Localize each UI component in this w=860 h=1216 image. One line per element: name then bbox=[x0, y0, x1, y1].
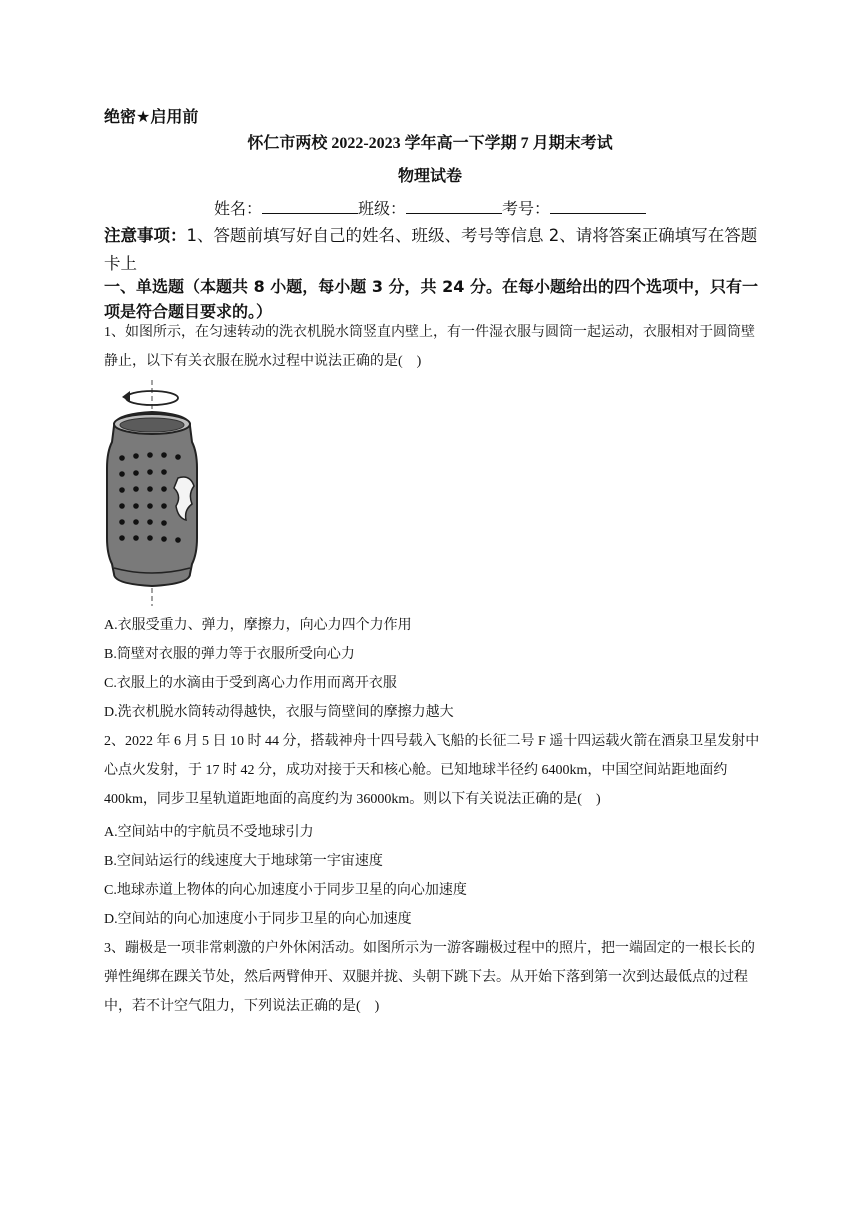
question-2-option-c: C.地球赤道上物体的向心加速度小于同步卫星的向心加速度 bbox=[104, 883, 467, 898]
question-1-option-a: A.衣服受重力、弹力，摩擦力，向心力四个力作用 bbox=[104, 618, 412, 633]
question-2-stem: 2、2022 年 6 月 5 日 10 时 44 分，搭载神舟十四号载入飞船的长征二号 F 遥十四运载火箭在酒泉卫星发射中心点火发射，于 17 时 42 分，成功对接于天和核心舱。已知地球半径约 6400km，中国空间站距地面约 400km，同步卫星轨道距地面的高度约为 36000km。则以下有关说法正确的是( ) bbox=[104, 734, 760, 807]
notice-text: 1、答题前填写好自己的姓名、班级、考号等信息 2、请将答案正确填写在答题卡上 bbox=[104, 226, 758, 273]
exam-title: 怀仁市两校 2022-2023 学年高一下学期 7 月期末考试 bbox=[247, 135, 613, 152]
question-3-stem: 3、蹦极是一项非常刺激的户外休闲活动。如图所示为一游客蹦极过程中的照片，把一端固定的一根长长的弹性绳绑在踝关节处，然后两臂伸开、双腿并拢、头朝下跳下去。从开始下落到第一次到达最低点的过程中，若不计空气阻力，下列说法正确的是( ) bbox=[104, 941, 755, 1014]
student-info-line bbox=[0, 196, 860, 219]
exam-no-label: 考号： bbox=[502, 199, 551, 218]
washing-drum-illustration bbox=[100, 378, 220, 608]
name-blank[interactable] bbox=[262, 199, 358, 214]
question-1-stem: 1、如图所示，在匀速转动的洗衣机脱水筒竖直内壁上，有一件湿衣服与圆筒一起运动，衣服相对于圆筒壁静止，以下有关衣服在脱水过程中说法正确的是( ) bbox=[104, 325, 755, 369]
name-label: 姓名： bbox=[213, 199, 262, 218]
question-2-option-a: A.空间站中的宇航员不受地球引力 bbox=[104, 825, 314, 840]
question-1-option-d: D.洗衣机脱水筒转动得越快，衣服与筒壁间的摩擦力越大 bbox=[104, 705, 454, 720]
notice bbox=[104, 222, 764, 278]
exam-no-blank[interactable] bbox=[550, 199, 646, 214]
spin-drum-figure bbox=[100, 378, 220, 608]
secret-mark: 绝密★启用前 bbox=[104, 107, 199, 126]
question-2-option-d: D.空间站的向心加速度小于同步卫星的向心加速度 bbox=[104, 912, 412, 927]
question-1-option-c: C.衣服上的水滴由于受到离心力作用而离开衣服 bbox=[104, 676, 397, 691]
class-label: 班级： bbox=[357, 199, 406, 218]
question-1-option-b: B.筒壁对衣服的弹力等于衣服所受向心力 bbox=[104, 647, 355, 662]
question-2-option-b: B.空间站运行的线速度大于地球第一宇宙速度 bbox=[104, 854, 383, 869]
class-blank[interactable] bbox=[406, 199, 502, 214]
notice-label: 注意事项： bbox=[104, 226, 187, 245]
section-title: 一、单选题（本题共 8 小题，每小题 3 分，共 24 分。在每小题给出的四个选项中，只有一项是符合题目要求的。） bbox=[104, 277, 758, 321]
exam-subtitle: 物理试卷 bbox=[397, 168, 462, 185]
